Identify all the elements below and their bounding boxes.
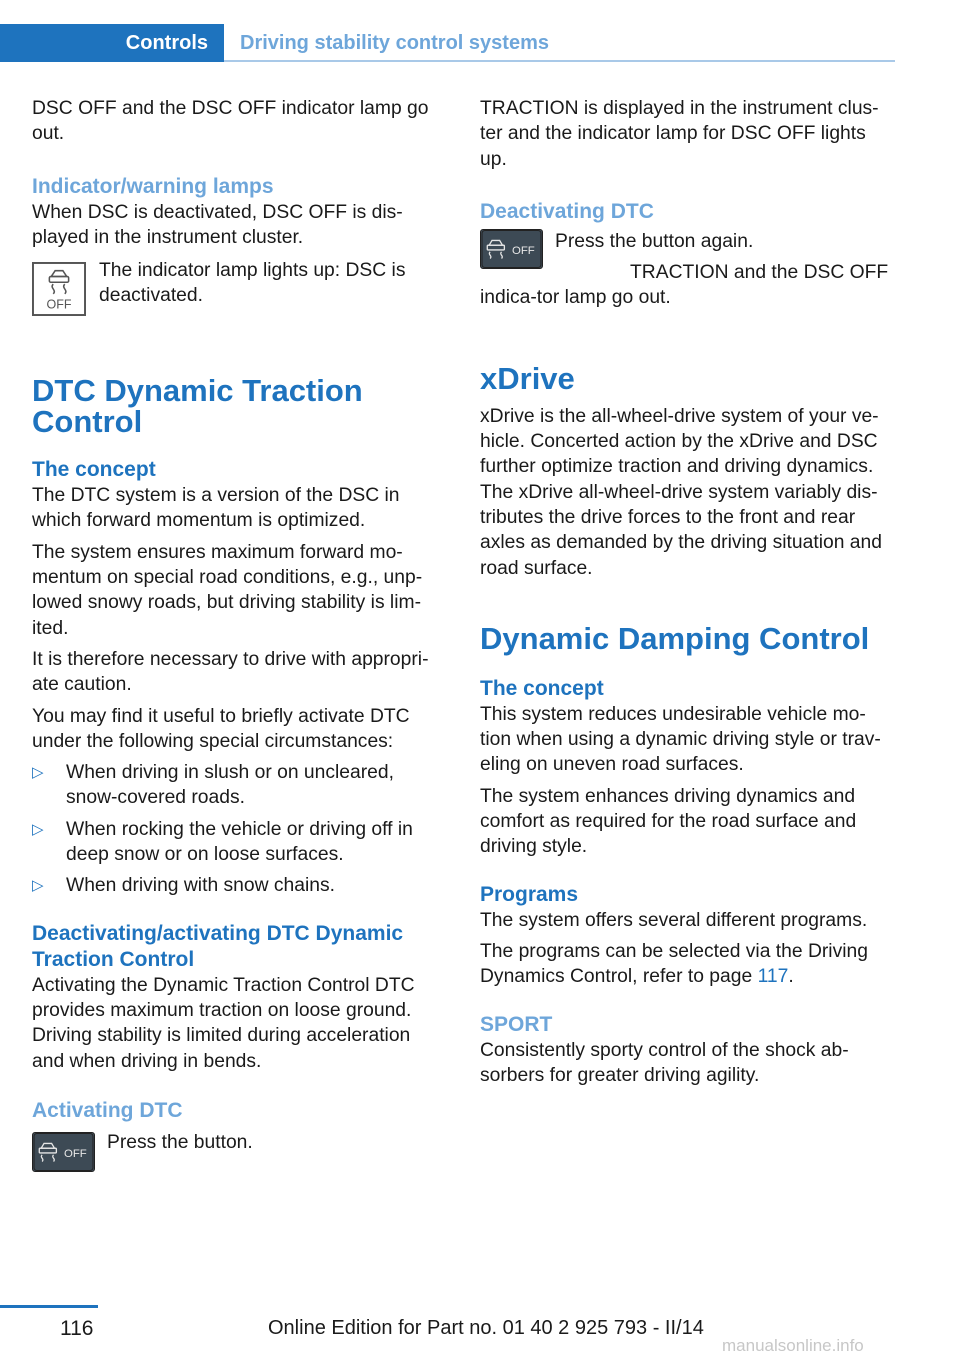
activating-button-block <box>32 1130 447 1181</box>
header-rule <box>224 60 895 62</box>
programs-paragraph-2-text: The programs can be selected via the Driving Dynamics Control, refer to page <box>480 940 868 988</box>
dtc-concept-paragraph-1: The DTC system is a version of the DSC in which forward momentum is optimized. <box>32 485 400 532</box>
traction-out-paragraph: TRACTION and the DSC OFF indica-tor lamp go out. <box>480 262 889 309</box>
running-header <box>0 24 895 62</box>
page-reference-link[interactable]: 117 <box>757 966 789 988</box>
triangle-bullet-icon: ▷ <box>32 820 44 838</box>
press-again-paragraph: Press the button again. <box>555 230 754 252</box>
dtc-concept-paragraph-2: The system ensures maximum forward mo-mentum on special road conditions, e.g., unp-lowed snowy roads, but driving stability is lim-ited. <box>32 541 423 639</box>
xdrive-heading: xDrive <box>480 360 575 396</box>
circumstances-list <box>32 760 447 898</box>
dtc-concept-heading: The concept <box>32 458 156 482</box>
indicator-heading: Indicator/warning lamps <box>32 174 274 198</box>
lamp-off-label: OFF <box>46 297 72 312</box>
left-column <box>32 96 447 1181</box>
list-item <box>32 873 447 898</box>
section-title[interactable]: Driving stability control systems <box>240 32 549 54</box>
watermark: manualsonline.info <box>722 1336 864 1355</box>
programs-paragraph-1: The system offers several different programs. <box>480 909 868 931</box>
press-button-paragraph: Press the button. <box>107 1131 253 1153</box>
right-column <box>480 96 895 1094</box>
page-number: 116 <box>60 1317 94 1340</box>
dtc-button-icon <box>480 229 543 274</box>
programs-paragraph-2-end: . <box>788 966 794 988</box>
list-item <box>32 760 447 811</box>
triangle-bullet-icon: ▷ <box>32 764 44 782</box>
dtc-concept-paragraph-4: You may find it useful to briefly activate DTC under the following special circumstances: <box>32 705 410 752</box>
xdrive-paragraph: xDrive is the all-wheel-drive system of your ve-hicle. Concerted action by the xDrive and DSC further optimize traction and driving dynamics. The xDrive all-wheel-drive system variably dis-tributes the drive forces to the front and rear axles as demanded by the driving situation and road surface. <box>480 405 882 579</box>
ddc-paragraph-2: The system enhances driving dynamics and comfort as required for the road surface and driving style. <box>480 785 857 858</box>
sport-paragraph: Consistently sporty control of the shock ab-sorbers for greater driving agility. <box>480 1039 849 1086</box>
list-item-text: When driving with snow chains. <box>66 875 335 897</box>
ddc-paragraph-1: This system reduces undesirable vehicle mo-tion when using a dynamic driving style or trav-eling on uneven road surfaces. <box>480 703 881 776</box>
deactivating-button-block <box>480 229 895 311</box>
sport-heading: SPORT <box>480 1012 553 1036</box>
indicator-lamp-block <box>32 258 447 325</box>
list-item-text: When driving in slush or on uncleared, snow-covered roads. <box>66 762 394 809</box>
deactivating-activating-paragraph: Activating the Dynamic Traction Control DTC provides maximum traction on loose ground. Driving stability is limited during acceleration and when driving in bends. <box>32 974 415 1072</box>
intro-paragraph: DSC OFF and the DSC OFF indicator lamp go out. <box>32 98 429 145</box>
deactivating-activating-heading: Deactivating/activating DTC Dynamic Traction Control <box>32 921 404 971</box>
list-item <box>32 817 447 868</box>
deactivating-dtc-heading: Deactivating DTC <box>480 199 654 223</box>
edition-note: Online Edition for Part no. 01 40 2 925 793 - II/14 <box>268 1317 704 1339</box>
dtc-button-icon <box>32 1132 95 1177</box>
programs-heading: Programs <box>480 882 579 906</box>
ddc-heading: Dynamic Damping Control <box>480 620 870 656</box>
traction-paragraph: TRACTION is displayed in the instrument clus-ter and the indicator lamp for DSC OFF lights up. <box>480 98 879 170</box>
programs-paragraph-2 <box>480 939 895 990</box>
button-off-label: OFF <box>511 244 535 257</box>
dsc-off-lamp-icon <box>32 262 86 321</box>
lamp-paragraph: The indicator lamp lights up: DSC is deactivated. <box>99 260 406 307</box>
dtc-concept-paragraph-3: It is therefore necessary to drive with appropri-ate caution. <box>32 648 429 696</box>
footer-rule <box>0 1305 98 1308</box>
triangle-bullet-icon: ▷ <box>32 877 44 895</box>
dtc-heading: DTC Dynamic Traction Control <box>32 373 363 440</box>
indicator-paragraph: When DSC is deactivated, DSC OFF is dis-played in the instrument cluster. <box>32 201 403 248</box>
ddc-concept-heading: The concept <box>480 676 604 700</box>
list-item-text: When rocking the vehicle or driving off in deep snow or on loose surfaces. <box>66 818 413 866</box>
button-off-label: OFF <box>63 1147 87 1160</box>
activating-dtc-heading: Activating DTC <box>32 1098 183 1122</box>
chapter-tab[interactable]: Controls <box>0 24 224 62</box>
